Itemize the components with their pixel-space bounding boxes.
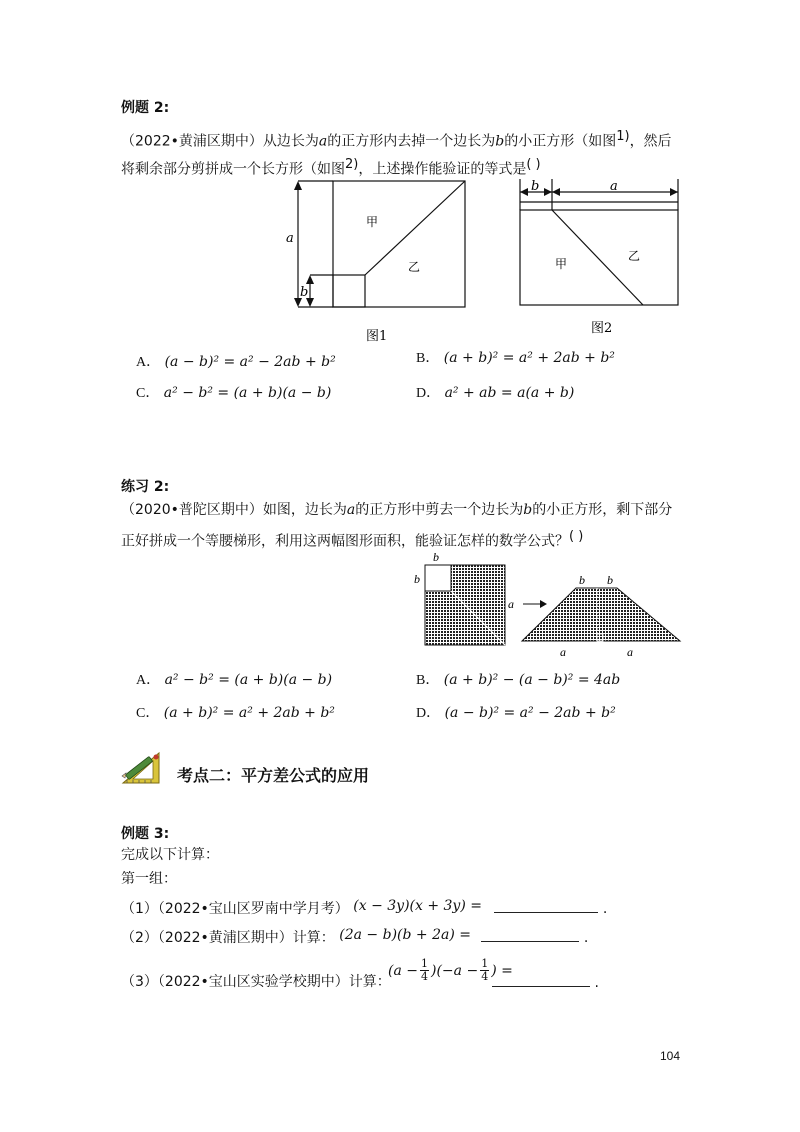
problem-source: （2022•黄浦区期中）计算：	[157, 930, 335, 946]
option-a[interactable]	[136, 670, 332, 691]
problem-number: （3）	[121, 974, 158, 990]
option-formula: (a − b)² = a² − 2ab + b²	[444, 705, 616, 721]
figure-2	[515, 176, 685, 341]
label-b-left: b	[414, 572, 420, 586]
fraction	[480, 958, 489, 983]
exercise-2-figure	[405, 550, 690, 660]
fig2-caption: 图2	[591, 321, 613, 336]
option-a[interactable]	[136, 352, 336, 373]
period: .	[583, 930, 589, 946]
fig1-label-jia: 甲	[366, 215, 379, 229]
var-b: b	[495, 133, 505, 150]
problem-source: （2022•宝山区罗南中学月考）	[157, 901, 349, 917]
fig1-label-a: a	[286, 231, 294, 246]
option-letter: D．	[416, 706, 441, 721]
exercise-2-question-line2	[121, 527, 583, 552]
label-b-top: b	[433, 550, 439, 564]
page-number: 104	[660, 1049, 681, 1063]
option-letter: B．	[416, 351, 440, 366]
label-a-bottom1: a	[560, 645, 566, 659]
problem-formula: (2a − b)(b + 2a) =	[339, 927, 471, 943]
answer-paren: ( )	[569, 529, 584, 544]
formula-part: ) =	[491, 962, 513, 979]
exercise-2-question-line1	[121, 500, 672, 520]
answer-blank[interactable]	[481, 927, 579, 942]
fig2-label-b: b	[531, 179, 540, 194]
question-text: 的小正方形，剩下部分	[532, 502, 673, 518]
period: .	[594, 975, 599, 991]
fraction-numerator: 1	[481, 957, 489, 970]
problem-3-answer	[492, 972, 599, 993]
group-label: 第一组：	[121, 871, 177, 887]
label-b-trap1: b	[579, 573, 585, 587]
problem-source: （2022•宝山区实验学校期中）计算：	[157, 974, 391, 990]
option-formula: (a + b)² = a² + 2ab + b²	[163, 705, 335, 721]
example-2-title: 例题 2:	[121, 100, 170, 116]
answer-blank[interactable]	[492, 972, 590, 987]
question-text: 将剩余部分剪拼成一个长方形（如图	[121, 161, 345, 178]
label-a-right: a	[508, 597, 514, 611]
option-c[interactable]	[136, 383, 331, 404]
example-3-title: 例题 3:	[121, 826, 170, 842]
problem-3	[121, 972, 391, 992]
question-text: ，然后	[629, 133, 672, 150]
label-a-bottom2: a	[627, 645, 633, 659]
fig-ref: 2)	[345, 157, 359, 172]
fig2-label-yi: 乙	[628, 249, 641, 263]
option-formula: a² + ab = a(a + b)	[444, 385, 575, 401]
section-title: 考点二：平方差公式的应用	[177, 766, 370, 785]
formula-part: )(−a −	[431, 962, 479, 979]
fig2-label-a: a	[610, 179, 618, 194]
option-formula: a² − b² = (a + b)(a − b)	[163, 385, 332, 401]
question-text: ，上述操作能验证的等式是	[358, 161, 527, 178]
option-formula: (a + b)² − (a − b)² = 4ab	[443, 672, 621, 688]
fig-ref: 1)	[616, 129, 630, 144]
label-b-trap2: b	[607, 573, 613, 587]
fraction	[420, 958, 429, 983]
answer-paren: ( )	[526, 157, 541, 172]
rectangle	[520, 210, 678, 305]
question-text: 的正方形中剪去一个边长为	[355, 502, 524, 518]
small-square	[333, 275, 365, 307]
option-formula: (a + b)² = a² + 2ab + b²	[443, 350, 615, 366]
var-a: a	[318, 133, 328, 150]
exercise-2-title: 练习 2:	[121, 479, 170, 495]
var-a: a	[346, 502, 356, 518]
problem-1	[121, 898, 607, 919]
removed-small-square	[425, 565, 451, 591]
option-letter: C．	[136, 706, 160, 721]
option-formula: a² − b² = (a + b)(a − b)	[164, 672, 333, 688]
option-b[interactable]	[416, 670, 620, 691]
option-d[interactable]	[416, 703, 616, 724]
pencil-ruler-icon	[119, 749, 165, 787]
option-letter: A．	[136, 355, 161, 370]
problem-number: （2）	[121, 930, 158, 946]
formula-part: (a −	[388, 962, 418, 979]
question-text: （2020•普陀区期中）如图，边长为	[121, 502, 347, 518]
problem-number: （1）	[121, 901, 158, 917]
option-c[interactable]	[136, 703, 335, 724]
option-formula: (a − b)² = a² − 2ab + b²	[164, 354, 336, 370]
fraction-numerator: 1	[421, 957, 428, 970]
option-b[interactable]	[416, 348, 615, 369]
question-text: 的正方形内去掉一个边长为	[327, 133, 496, 150]
figure-1	[280, 176, 480, 351]
answer-blank[interactable]	[494, 898, 598, 913]
question-text: （2022•黄浦区期中）从边长为	[121, 133, 319, 150]
fig2-label-jia: 甲	[555, 257, 568, 271]
fraction-denominator: 4	[421, 970, 428, 983]
option-letter: A．	[136, 673, 161, 688]
period: .	[602, 901, 608, 917]
problem-formula: (x − 3y)(x + 3y) =	[353, 898, 482, 914]
problem-2	[121, 927, 588, 948]
option-letter: B．	[416, 673, 440, 688]
example-3-intro: 完成以下计算：	[121, 847, 219, 863]
option-letter: D．	[416, 386, 441, 401]
fig1-caption: 图1	[366, 329, 388, 344]
question-text: 正好拼成一个等腰梯形，利用这两幅图形面积，能验证怎样的数学公式？	[121, 533, 569, 550]
hatched-trapezoid	[522, 588, 680, 641]
option-letter: C．	[136, 386, 160, 401]
fig1-label-yi: 乙	[408, 260, 421, 274]
option-d[interactable]	[416, 383, 574, 404]
fig1-label-b: b	[300, 285, 309, 300]
fraction-denominator: 4	[481, 970, 489, 983]
question-text: 的小正方形（如图	[504, 133, 617, 150]
var-b: b	[523, 502, 533, 518]
example-2-question-line1	[121, 127, 672, 152]
